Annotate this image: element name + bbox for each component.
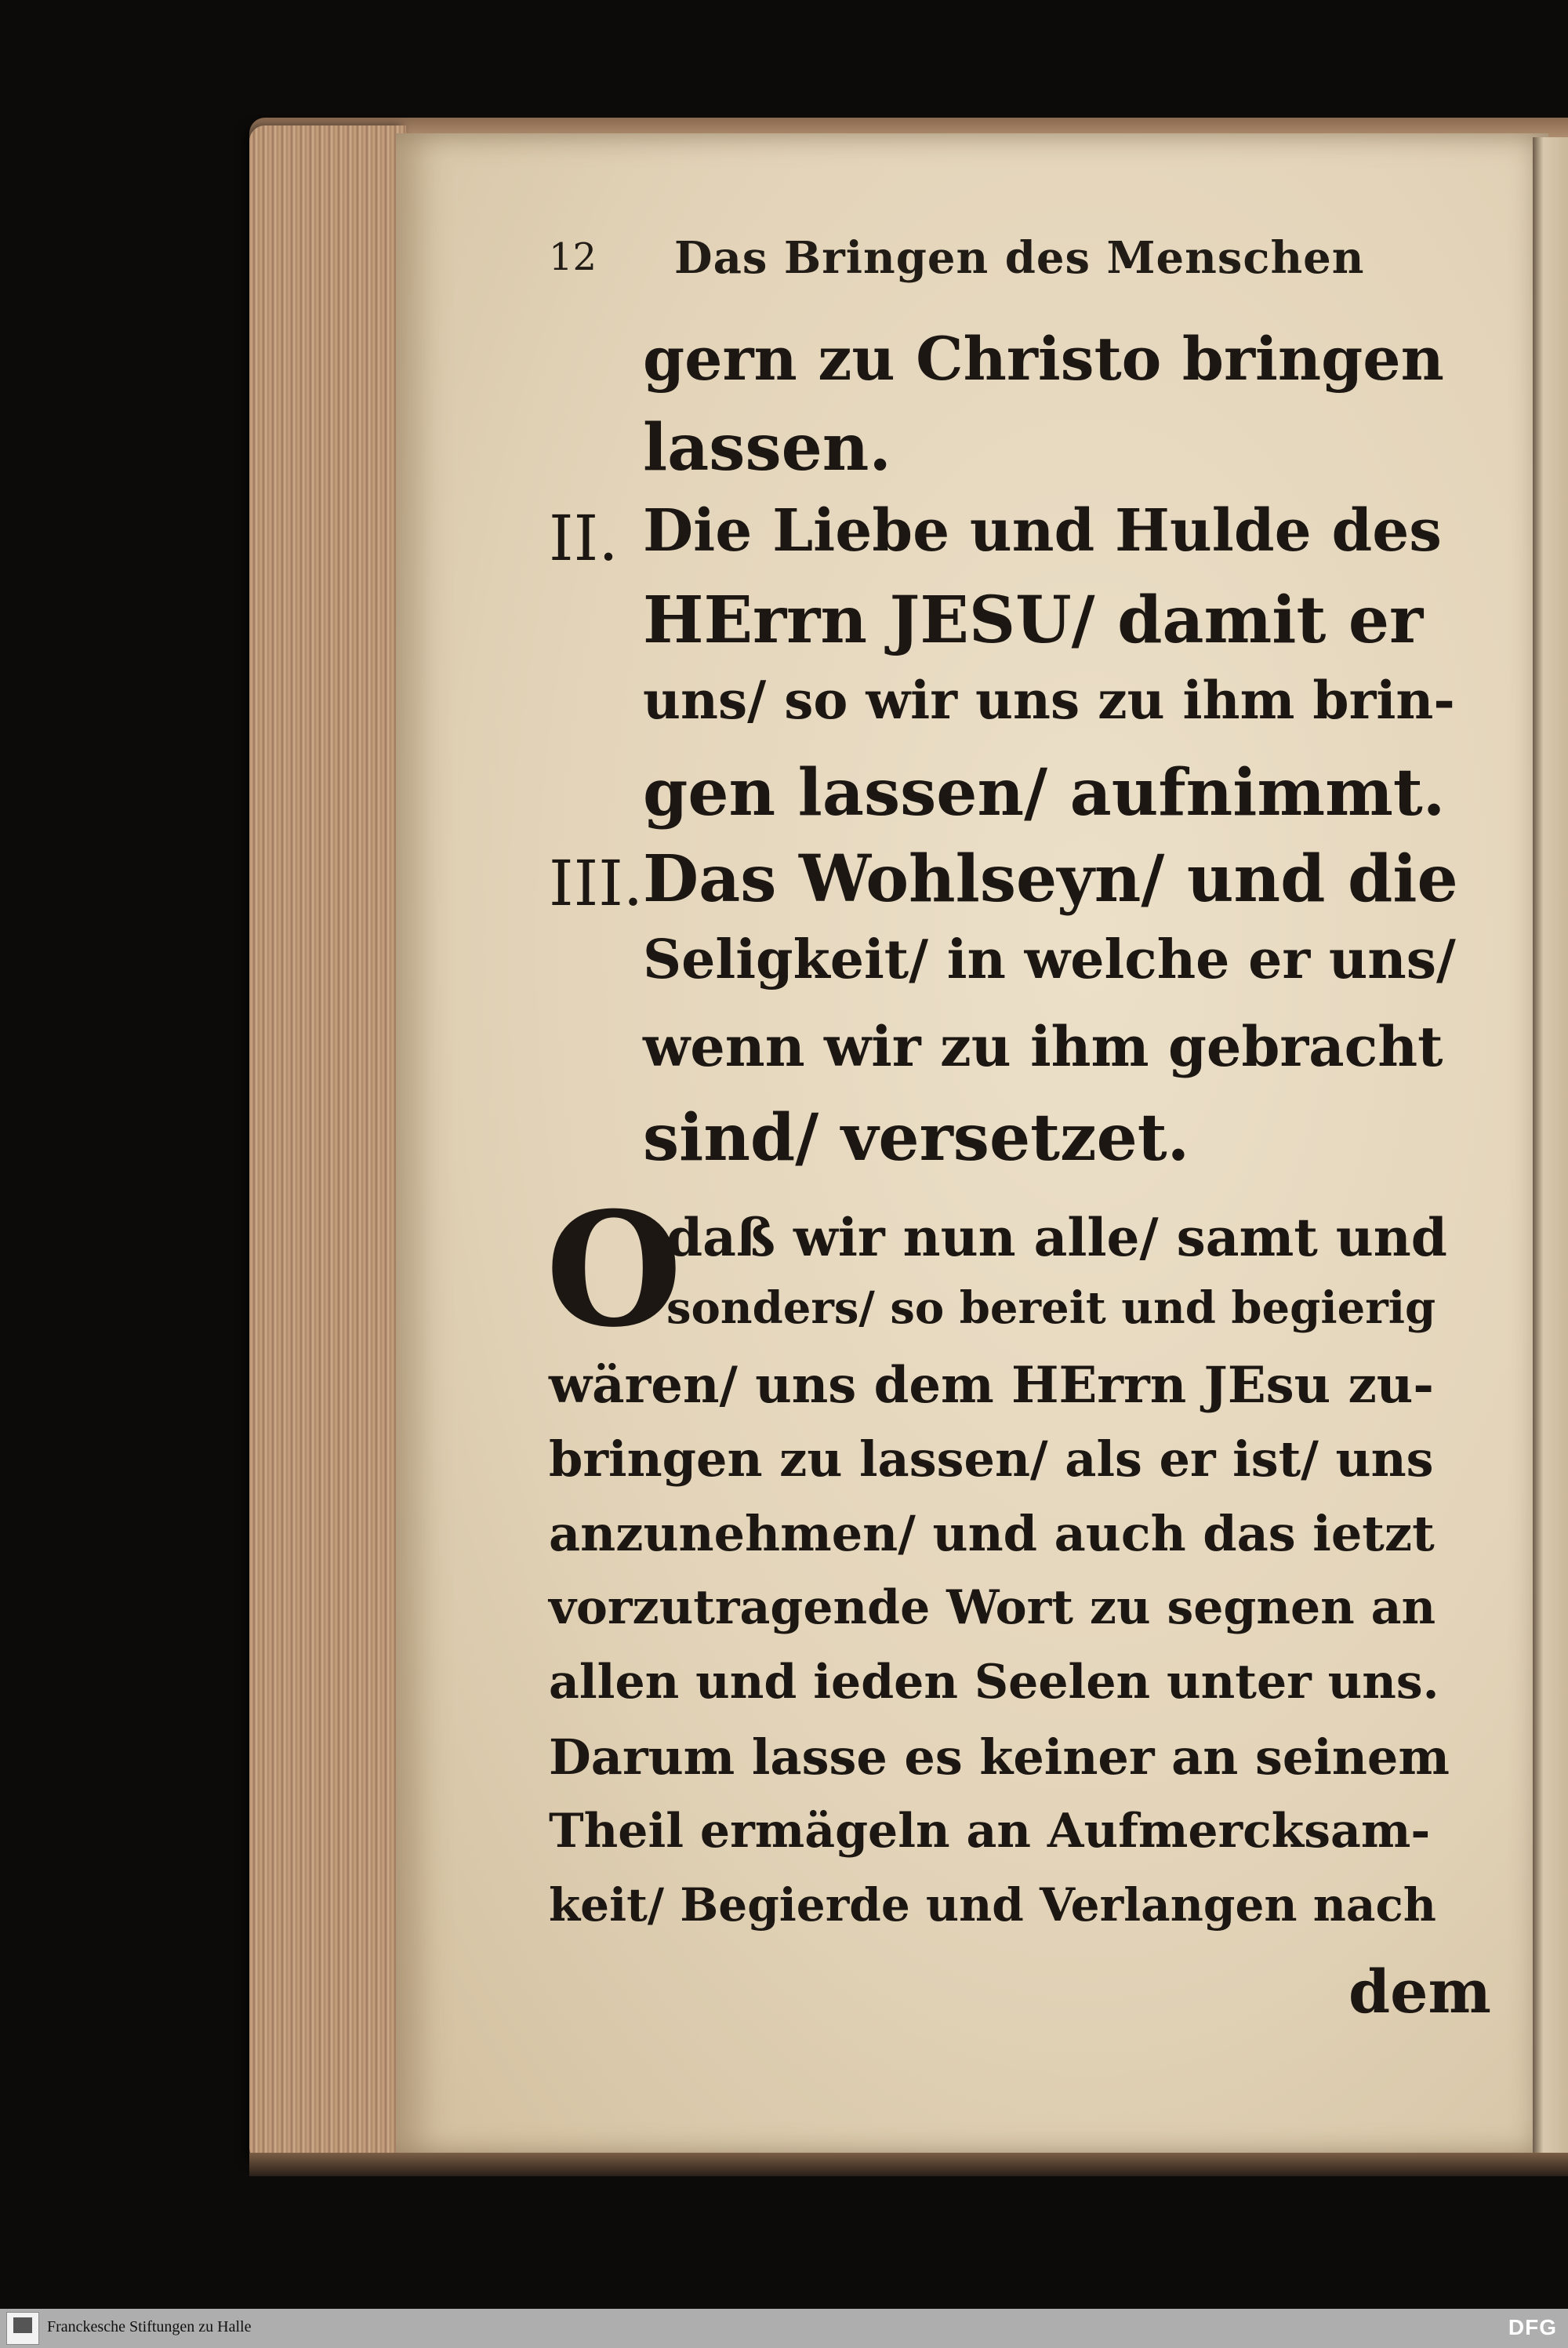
list-numeral: III. (549, 847, 644, 920)
intro-line: lassen. (643, 410, 891, 485)
paragraph-line: keit/ Begierde und Verlangen nach (549, 1878, 1436, 1932)
intro-line: gern zu Christo bringen (643, 324, 1444, 394)
book-page-stack (249, 125, 406, 2164)
list-item-line: uns/ so wir uns zu ihm brin- (643, 670, 1455, 731)
paragraph-line: allen und ieden Seelen unter uns. (549, 1655, 1439, 1710)
list-item-line: Seligkeit/ in welche er uns/ (643, 929, 1456, 991)
running-head-title: Das Bringen des Menschen (674, 232, 1365, 284)
paragraph-line: Theil ermägeln an Aufmercksam- (549, 1804, 1431, 1859)
footer-institution: Franckesche Stiftungen zu Halle (47, 2318, 252, 2335)
paragraph-line: sonders/ so bereit und begierig (666, 1282, 1436, 1334)
paragraph-line: bringen zu lassen/ als er ist/ uns (549, 1430, 1434, 1488)
running-head (549, 232, 1411, 290)
footer-brand: DFG (1508, 2315, 1557, 2339)
list-item-line: gen lassen/ aufnimmt. (643, 755, 1446, 831)
facing-page-edge (1533, 137, 1568, 2161)
paragraph-line: Darum lasse es keiner an seinem (549, 1728, 1450, 1786)
list-item-line: sind/ versetzet. (643, 1100, 1190, 1176)
catchword: dem (1348, 1957, 1491, 2026)
list-numeral: II. (549, 502, 619, 575)
list-item-line: HErrn JESU/ damit er (643, 583, 1424, 658)
institution-logo-icon (6, 2312, 39, 2345)
viewer-footer (0, 2309, 1568, 2348)
list-item-line: Das Wohlseyn/ und die (643, 841, 1458, 917)
paragraph-line: daß wir nun alle/ samt und (666, 1207, 1447, 1268)
paragraph-line: anzunehmen/ und auch das ietzt (549, 1505, 1435, 1562)
book-bottom-edge (249, 2153, 1568, 2176)
page-number: 12 (549, 235, 597, 279)
list-item-line: Die Liebe und Hulde des (643, 497, 1442, 565)
list-item-line: wenn wir zu ihm gebracht (643, 1014, 1443, 1079)
paragraph-line: wären/ uns dem HErrn JEsu zu- (549, 1356, 1434, 1415)
drop-cap: O (546, 1178, 683, 1362)
paragraph-line: vorzutragende Wort zu segnen an (549, 1580, 1436, 1635)
